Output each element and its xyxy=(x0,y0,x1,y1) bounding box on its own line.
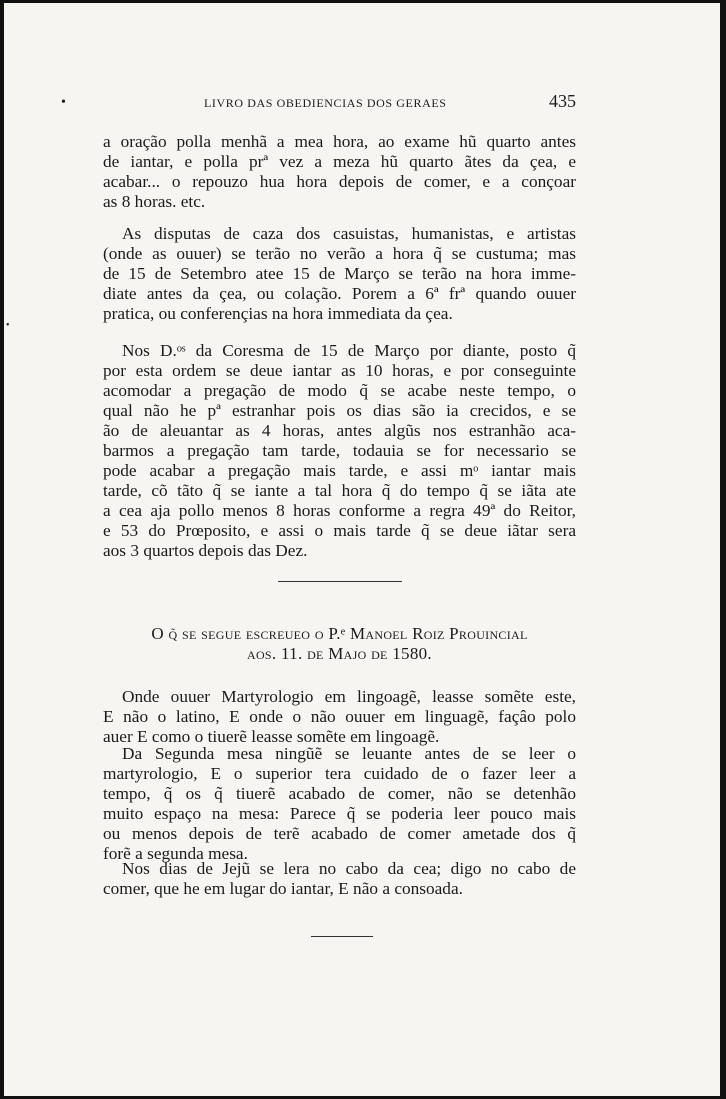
text-line: Onde ouuer Martyrologio em lingoagẽ, leasse somẽte este, xyxy=(122,687,576,706)
text-line: barmos a pregação tam tarde, todauia se for necessario se xyxy=(103,441,576,460)
paragraph-5 xyxy=(122,744,576,764)
text-line: de iantar, e polla prª vez a meza hũ quarto ãtes da çea, e xyxy=(103,152,576,171)
text-line: as 8 horas. etc. xyxy=(103,192,206,211)
text-line: E não o latino, E onde o não ouuer em linguagẽ, façâo polo xyxy=(103,707,576,726)
text-line: por esta ordem se deue iantar as 10 horas, e por conseguinte xyxy=(103,361,576,380)
text-line: muito espaço na mesa: Parece q̃ se poderia leer pouco mais xyxy=(103,804,576,823)
text-line: martyrologio, E o superior tera cuidado de o fazer leer a xyxy=(103,764,576,783)
paragraph-6-body xyxy=(103,879,576,899)
text-line: de 15 de Setembro atee 15 de Março se terão na hora imme- xyxy=(103,264,576,283)
text-line: auer E como o tiuerẽ leasse somẽte em lingoagẽ. xyxy=(103,727,440,746)
text-line: acabar... o repouzo hua hora depois de comer, e a conçoar xyxy=(103,172,576,191)
paragraph-4-body xyxy=(103,707,576,747)
text-line: qual não he pª estranhar pois os dias são ia crecidos, e se xyxy=(103,401,576,420)
text-line: Da Segunda mesa ningũẽ se leuante antes de se leer o xyxy=(122,744,576,763)
text-line: tarde, cõ tãto q̃ se iante a tal hora q̃ do tempo q̃ se iãta ate xyxy=(103,481,576,500)
text-line: a cea aja pollo menos 8 horas conforme a regra 49ª do Reitor, xyxy=(103,501,576,520)
margin-dot: • xyxy=(6,320,10,331)
margin-dot: • xyxy=(61,95,66,110)
text-line: tempo, q̃ os q̃ tiuerẽ acabado de comer, não se detenhão xyxy=(103,784,576,803)
section-heading-line: O q̃ se segue escreueo o P.ᵉ Manoel Roiz Prouincial xyxy=(151,624,528,643)
text-line: aos 3 quartos depois das Dez. xyxy=(103,541,308,560)
section-heading-line: aos. 11. de Majo de 1580. xyxy=(247,644,432,663)
paragraph-1 xyxy=(103,132,576,212)
text-line: ão de aleuantar as 4 horas, antes algũs nos estranhão aca- xyxy=(103,421,576,440)
text-line: ou menos depois de terẽ acabado de comer ametade dos q̃ xyxy=(103,824,576,843)
book-page xyxy=(4,3,720,1096)
paragraph-4 xyxy=(122,687,576,707)
paragraph-5-body xyxy=(103,764,576,864)
running-title: LIVRO DAS OBEDIENCIAS DOS GERAES xyxy=(204,96,447,110)
text-line: acomodar a pregação de modo q̃ se acabe neste tempo, o xyxy=(103,381,576,400)
end-divider xyxy=(311,936,373,937)
text-line: Nos dias de Jejũ se lera no cabo da cea; digo no cabo de xyxy=(122,859,576,878)
text-line: a oração polla menhã a mea hora, ao exame hũ quarto antes xyxy=(103,132,576,151)
paragraph-3 xyxy=(103,341,576,361)
paragraph-2 xyxy=(103,224,576,244)
text-line: pode acabar a pregação mais tarde, e assi mᵒ iantar mais xyxy=(103,461,576,480)
text-line: pratica, ou conferençias na hora immediata da çea. xyxy=(103,304,453,323)
text-line: forẽ a segunda mesa. xyxy=(103,844,248,863)
page-number: 435 xyxy=(549,91,576,111)
section-heading xyxy=(103,624,576,664)
section-divider xyxy=(278,581,402,582)
paragraph-3-body xyxy=(103,361,576,561)
text-line: (onde as ouuer) se terão no verão a hora q̃ se custuma; mas xyxy=(103,244,576,263)
text-line: Nos D.ᵒˢ da Coresma de 15 de Março por diante, posto q̃ xyxy=(122,341,576,360)
text-line: diate antes da çea, ou colação. Porem a 6ª frª quando ouuer xyxy=(103,284,576,303)
text-line: comer, que he em lugar do iantar, E não a consoada. xyxy=(103,879,463,898)
paragraph-2-body xyxy=(103,244,576,324)
text-line: e 53 do Prœposito, e assi o mais tarde q̃ se deue iãtar sera xyxy=(103,521,576,540)
text-line: As disputas de caza dos casuistas, humanistas, e artistas xyxy=(122,224,576,243)
paragraph-6 xyxy=(122,859,576,879)
